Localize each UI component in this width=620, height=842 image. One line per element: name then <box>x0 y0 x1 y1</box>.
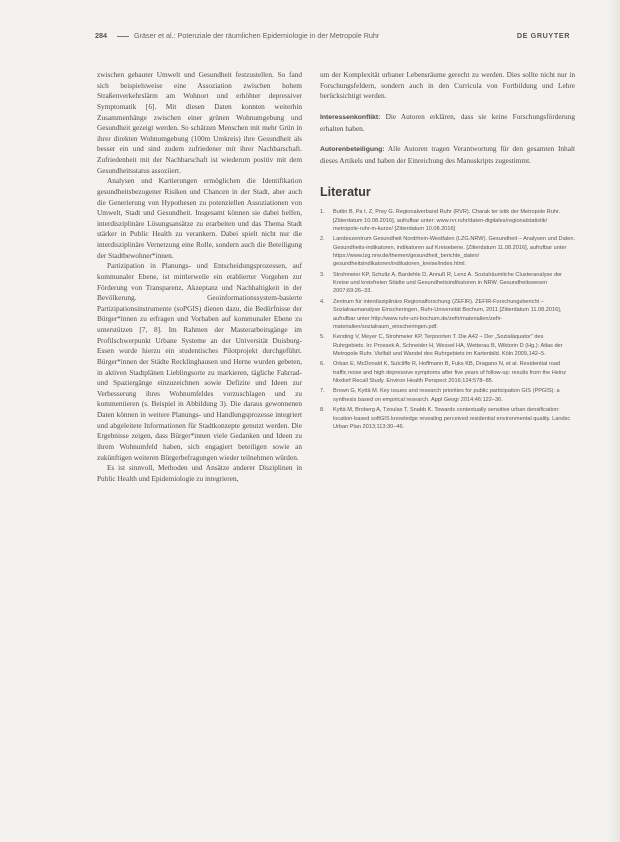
publisher-logo: DE GRUYTER <box>516 31 570 40</box>
reference-text: Zentrum für interdisziplinäre Regionalforschung (ZEFIR). ZEFIR-Forschungsbericht – Sozialraumanalyse Einscheringen, Ruhr-Universität Bochum, 2011 [Zitierdatum 11.08.2016], aufrufbar unter http://www.ruhr-uni-bochum.de/zefir/materialien/zefir-materialien/sozialraum_einscheringen.pdf. <box>333 298 562 330</box>
reference-item <box>320 208 575 233</box>
reference-text: Kersting V, Meyer C, Strohmeier KP, Terpoorten T. Die A42 – Der „Sozialäquator" des Ruhrgebiets. In: Prossek A, Schneider H, Wessel HA, Wetterau B, Wiktorin D (Hg.): Atlas der Metropole Ruhr. Vielfalt und Wandel des Ruhrgebiets im Kartenbild. Köln 2009,142–5. <box>333 334 563 357</box>
reference-item <box>320 235 575 268</box>
body-paragraph: zwischen gebauter Umwelt und Gesundheit festzustellen. So fand sich beispielsweise eine Assoziation zwischen hohem Straßenverkehrslärm am Wohnort und erhöhter depressiver Symptomatik [6]. Mit diesen Daten konnten weiterhin Zusammenhänge zwischen einer grünen Wohnumgebung und Gesundheit gezeigt werden. So schätzen Menschen mit mehr Grün in ihrer direkten Wohnumgebung (100m Umkreis) ihre Gesundheit als besser ein und sind zudem zufriedener mit ihrer Nachbarschaft. Zufriedenheit mit der Nachbarschaft ist wiederum positiv mit dem Gesundheitsstatus assoziiert. <box>97 70 302 175</box>
reference-item <box>320 298 575 331</box>
conflict-label: Interessenkonflikt: <box>320 113 381 121</box>
author-contribution <box>320 144 575 166</box>
reference-number: 8. <box>320 407 325 414</box>
page-edge-shadow <box>606 0 620 842</box>
reference-text: Brown G, Kyttä M. Key issues and research priorities for public participation GIS (PPGIS): a synthesis based on empirical research. Appl Geogr 2014;46:122–36. <box>333 388 560 403</box>
reference-number: 6. <box>320 361 325 368</box>
header-rule <box>117 36 129 37</box>
reference-text: Strohmeier KP, Schultz A, Bardehle D, Annuß R, Lenz A. Sozialräumliche Clusteranalyse der Kreise und kreisfreien Städte und Gesundheitsindikatoren in NRW. Gesundheitswesen 2007;69:26–33. <box>333 271 563 295</box>
reference-number: 3. <box>320 271 325 278</box>
body-paragraph: Analysen und Kartierungen ermöglichen die Identifikation gesundheitsbezogener Risiken und Chancen in der Stadt, aber auch die Generierung von Hypothesen zu potenziellen Assoziationen von Umwelt, Stadt und Gesundheit. Insgesamt können sie dabei helfen, interdisziplinäre Lösungsansätze zu erarbeiten und das Thema Stadt stärker in Public Health zu verankern. Dabei spielt nicht nur die interdisziplinäre Vernetzung eine Rolle, sondern auch die Beteiligung der Stadtbewohner*innen. <box>97 176 302 260</box>
authorship-text: Alle Autoren tragen Verantwortung für den gesamten Inhalt dieses Artikels und haben der Einreichung des Manuskripts zugestimmt. <box>320 144 575 165</box>
reference-list <box>320 208 575 431</box>
reference-number: 4. <box>320 298 325 305</box>
right-column <box>320 70 575 433</box>
body-paragraph: Partizipation in Planungs- und Entscheidungsprozessen, auf kommunaler Ebene, ist mittlerweile ein etablierter Vorgehen zur Förderung von Transparenz, Akzeptanz und Nachhaltigkeit in der Bevölkerung. Geoinformationssystem-basierte Partizipationsinstrumente (soPGIS) dienen dazu, die Bedürfnisse der Bürger*innen zu erfragen und Vorhaben auf kommunaler Ebene zu unterstützen [7, 8]. Im Rahmen der Masterarbeitsgänge im Profilschwerpunkt Urbane Systeme an der Universität Duisburg-Essen wurde hierzu ein studentisches Pilotprojekt durchgeführt. Bürger*innen der Städte Recklinghausen und Herne wurden gebeten, in aktiven Stadtplänen Lieblingsorte zu markieren, tägliche Fahrrad- und Spaziergänge einzuzeichnen sowie Defizite und Ideen zur Verbesserung ihres Wohnumfeldes vorzuschlagen und zu kommentieren (s. Beispiel in Abbildung 3). Die daraus gewonnenen Daten können in weitere Planungs- und Handlungsprozesse integriert und abgeleitete Informationen für Stadtkonzepte genutzt werden. Die Ergebnisse zeigen, dass Bürger*innen viele Gedanken und Ideen zu ihrem Wohnumfeld haben, sich engagiert beteiligen sowie an zukünftigen weiteren Bürgerbefragungen wieder teilnehmen würden. <box>97 261 302 462</box>
reference-text: Buttin B, Pa t. Z, Prey G. Regionalverband Ruhr (RVR). Charak ter istik der Metropole Ruhr. [Zitierdatum 10.08.2016], aufrufbar unter: www.rvr.ruhr/daten-digitales/regionalstatistik/ metropole-ruhr-in-kurze/ [Zitierdatum 10.08.2016] <box>333 209 561 232</box>
reference-text: Kyttä M, Broberg A, Tzoulas T, Snabb K. Towards contextually sensitive urban densification: location-based softGIS knowledge revealing perceived residential environmental quality. Landsc Urban Plan 2013;113:30–46. <box>333 407 571 430</box>
reference-number: 1. <box>320 209 325 216</box>
left-column <box>97 70 302 484</box>
running-title: Gräser et al.: Potenziale der räumlichen Epidemiologie in der Metropole Ruhr <box>134 31 380 40</box>
reference-item <box>320 406 575 431</box>
body-paragraph: um der Komplexität urbaner Lebensräume gerecht zu werden. Dies sollte nicht nur in Forschungsfeldern, sondern auch in den Curricula von Fortbildung und Lehre berücksichtigt werden. <box>320 70 575 101</box>
conflict-of-interest <box>320 112 575 134</box>
authorship-label: Autorenbeteiligung: <box>320 146 385 154</box>
reference-number: 5. <box>320 334 325 341</box>
reference-text: Landeszentrum Gesundheit Nordrhein-Westfalen (LZG.NRW). Gesundheit – Analysen und Daten. Gesundheits-indikatoren, indikatoren auf Kreisebene. [Zitierdatum 11.08.2016], aufrufbar unter https://www.lzg.nrw.de/themen/gesundheit_berichte_daten/ gesundheitsindikatoren/indikatoren_kreise/index.html. <box>333 236 576 268</box>
reference-number: 7. <box>320 388 325 395</box>
reference-number: 2. <box>320 236 325 243</box>
running-header <box>95 31 570 43</box>
page-number: 284 <box>95 31 107 40</box>
reference-item <box>320 271 575 296</box>
body-paragraph: Es ist sinnvoll, Methoden und Ansätze anderer Disziplinen in Public Health und Epidemiologie zu integrieren, <box>97 463 302 483</box>
reference-text: Orban E, McDonald K, Sutcliffe R, Hoffmann B, Fuks KB, Dragano N, et al. Residential road traffic noise and high depressive symptoms after five years of follow-up: results from the Heinz Nixdorf Recall Study. Environ Health Perspect 2016;124:578–85. <box>333 361 567 384</box>
reference-item <box>320 360 575 385</box>
reference-item <box>320 333 575 358</box>
conflict-text: Die Autoren erklären, dass sie keine Forschungsförderung erhalten haben. <box>320 111 576 133</box>
reference-item <box>320 387 575 404</box>
literature-heading: Literatur <box>320 185 371 200</box>
